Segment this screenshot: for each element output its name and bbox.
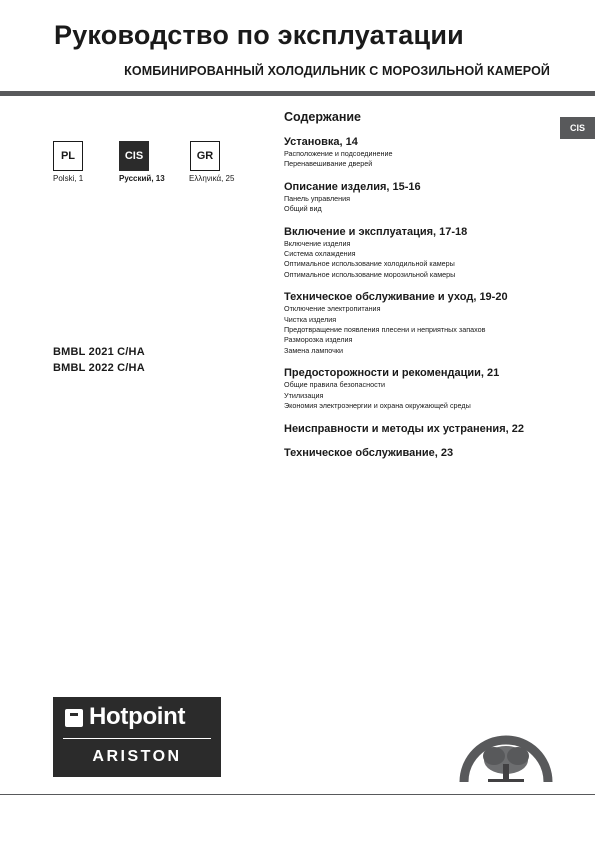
toc-subitem: Замена лампочки <box>284 345 344 355</box>
toc-subitem: Система охлаждения <box>284 249 356 259</box>
toc-section <box>284 135 560 170</box>
logo-sub-text: ARISTON <box>92 748 182 765</box>
toc-heading: Содержание <box>284 110 362 124</box>
language-box-gr: GR <box>190 141 220 171</box>
table-of-contents <box>284 110 560 470</box>
brand-mark-icon <box>65 709 83 727</box>
toc-subitem: Оптимальное использование морозильной камеры <box>284 269 456 279</box>
model-name: BMBL 2022 C/HA <box>53 362 145 374</box>
logo-brand-text: Hotpoint <box>89 703 186 730</box>
hotpoint-ariston-logo <box>53 697 221 777</box>
language-box-pl: PL <box>53 141 83 171</box>
model-name: BMBL 2021 C/HA <box>53 346 145 358</box>
header-rule <box>0 91 595 96</box>
toc-subitem: Включение изделия <box>284 238 351 248</box>
language-caption-pl: Polski, 1 <box>53 174 84 183</box>
toc-subitem: Оптимальное использование холодильной камеры <box>284 259 455 269</box>
toc-section <box>284 366 560 411</box>
toc-subitem: Отключение электропитания <box>284 304 381 314</box>
toc-section-title: Неисправности и методы их устранения, 22 <box>284 422 524 435</box>
toc-section <box>284 422 560 436</box>
toc-subitem: Расположение и подсоединение <box>284 149 393 158</box>
toc-subitem: Предотвращение появления плесени и неприятных запахов <box>284 325 486 335</box>
cfc-free-seal-icon <box>458 720 554 784</box>
footer-rule <box>0 794 595 795</box>
logo-divider <box>63 738 211 739</box>
toc-subitem: Утилизация <box>284 390 324 400</box>
toc-section <box>284 290 560 356</box>
toc-subitem: Перенавешивание дверей <box>284 159 373 169</box>
toc-subitem: Общий вид <box>284 204 322 214</box>
language-box-cis: CIS <box>119 141 149 171</box>
toc-subitem: Разморозка изделия <box>284 335 353 345</box>
toc-section-title: Предосторожности и рекомендации, 21 <box>284 367 500 380</box>
language-caption-cis: Русский, 13 <box>119 174 165 183</box>
cis-side-tab: CIS <box>560 117 595 139</box>
toc-section-title: Техническое обслуживание, 23 <box>284 446 454 459</box>
toc-section <box>284 446 560 460</box>
toc-section <box>284 180 560 215</box>
toc-subitem: Общие правила безопасности <box>284 380 385 390</box>
toc-section-title: Установка, 14 <box>284 136 358 148</box>
toc-subitem: Чистка изделия <box>284 314 337 324</box>
language-caption-gr: Ελληνικά, 25 <box>189 174 235 183</box>
toc-section-title: Описание изделия, 15-16 <box>284 180 421 193</box>
toc-subitem: Панель управления <box>284 193 351 203</box>
toc-subitem: Экономия электроэнергии и охрана окружающей среды <box>284 401 471 411</box>
toc-section <box>284 225 560 281</box>
page-subtitle: КОМБИНИРОВАННЫЙ ХОЛОДИЛЬНИК С МОРОЗИЛЬНОЙ КАМЕРОЙ <box>124 64 550 78</box>
page-title: Руководство по эксплуатации <box>54 20 464 50</box>
toc-section-title: Техническое обслуживание и уход, 19-20 <box>284 291 508 304</box>
toc-section-title: Включение и эксплуатация, 17-18 <box>284 225 468 238</box>
